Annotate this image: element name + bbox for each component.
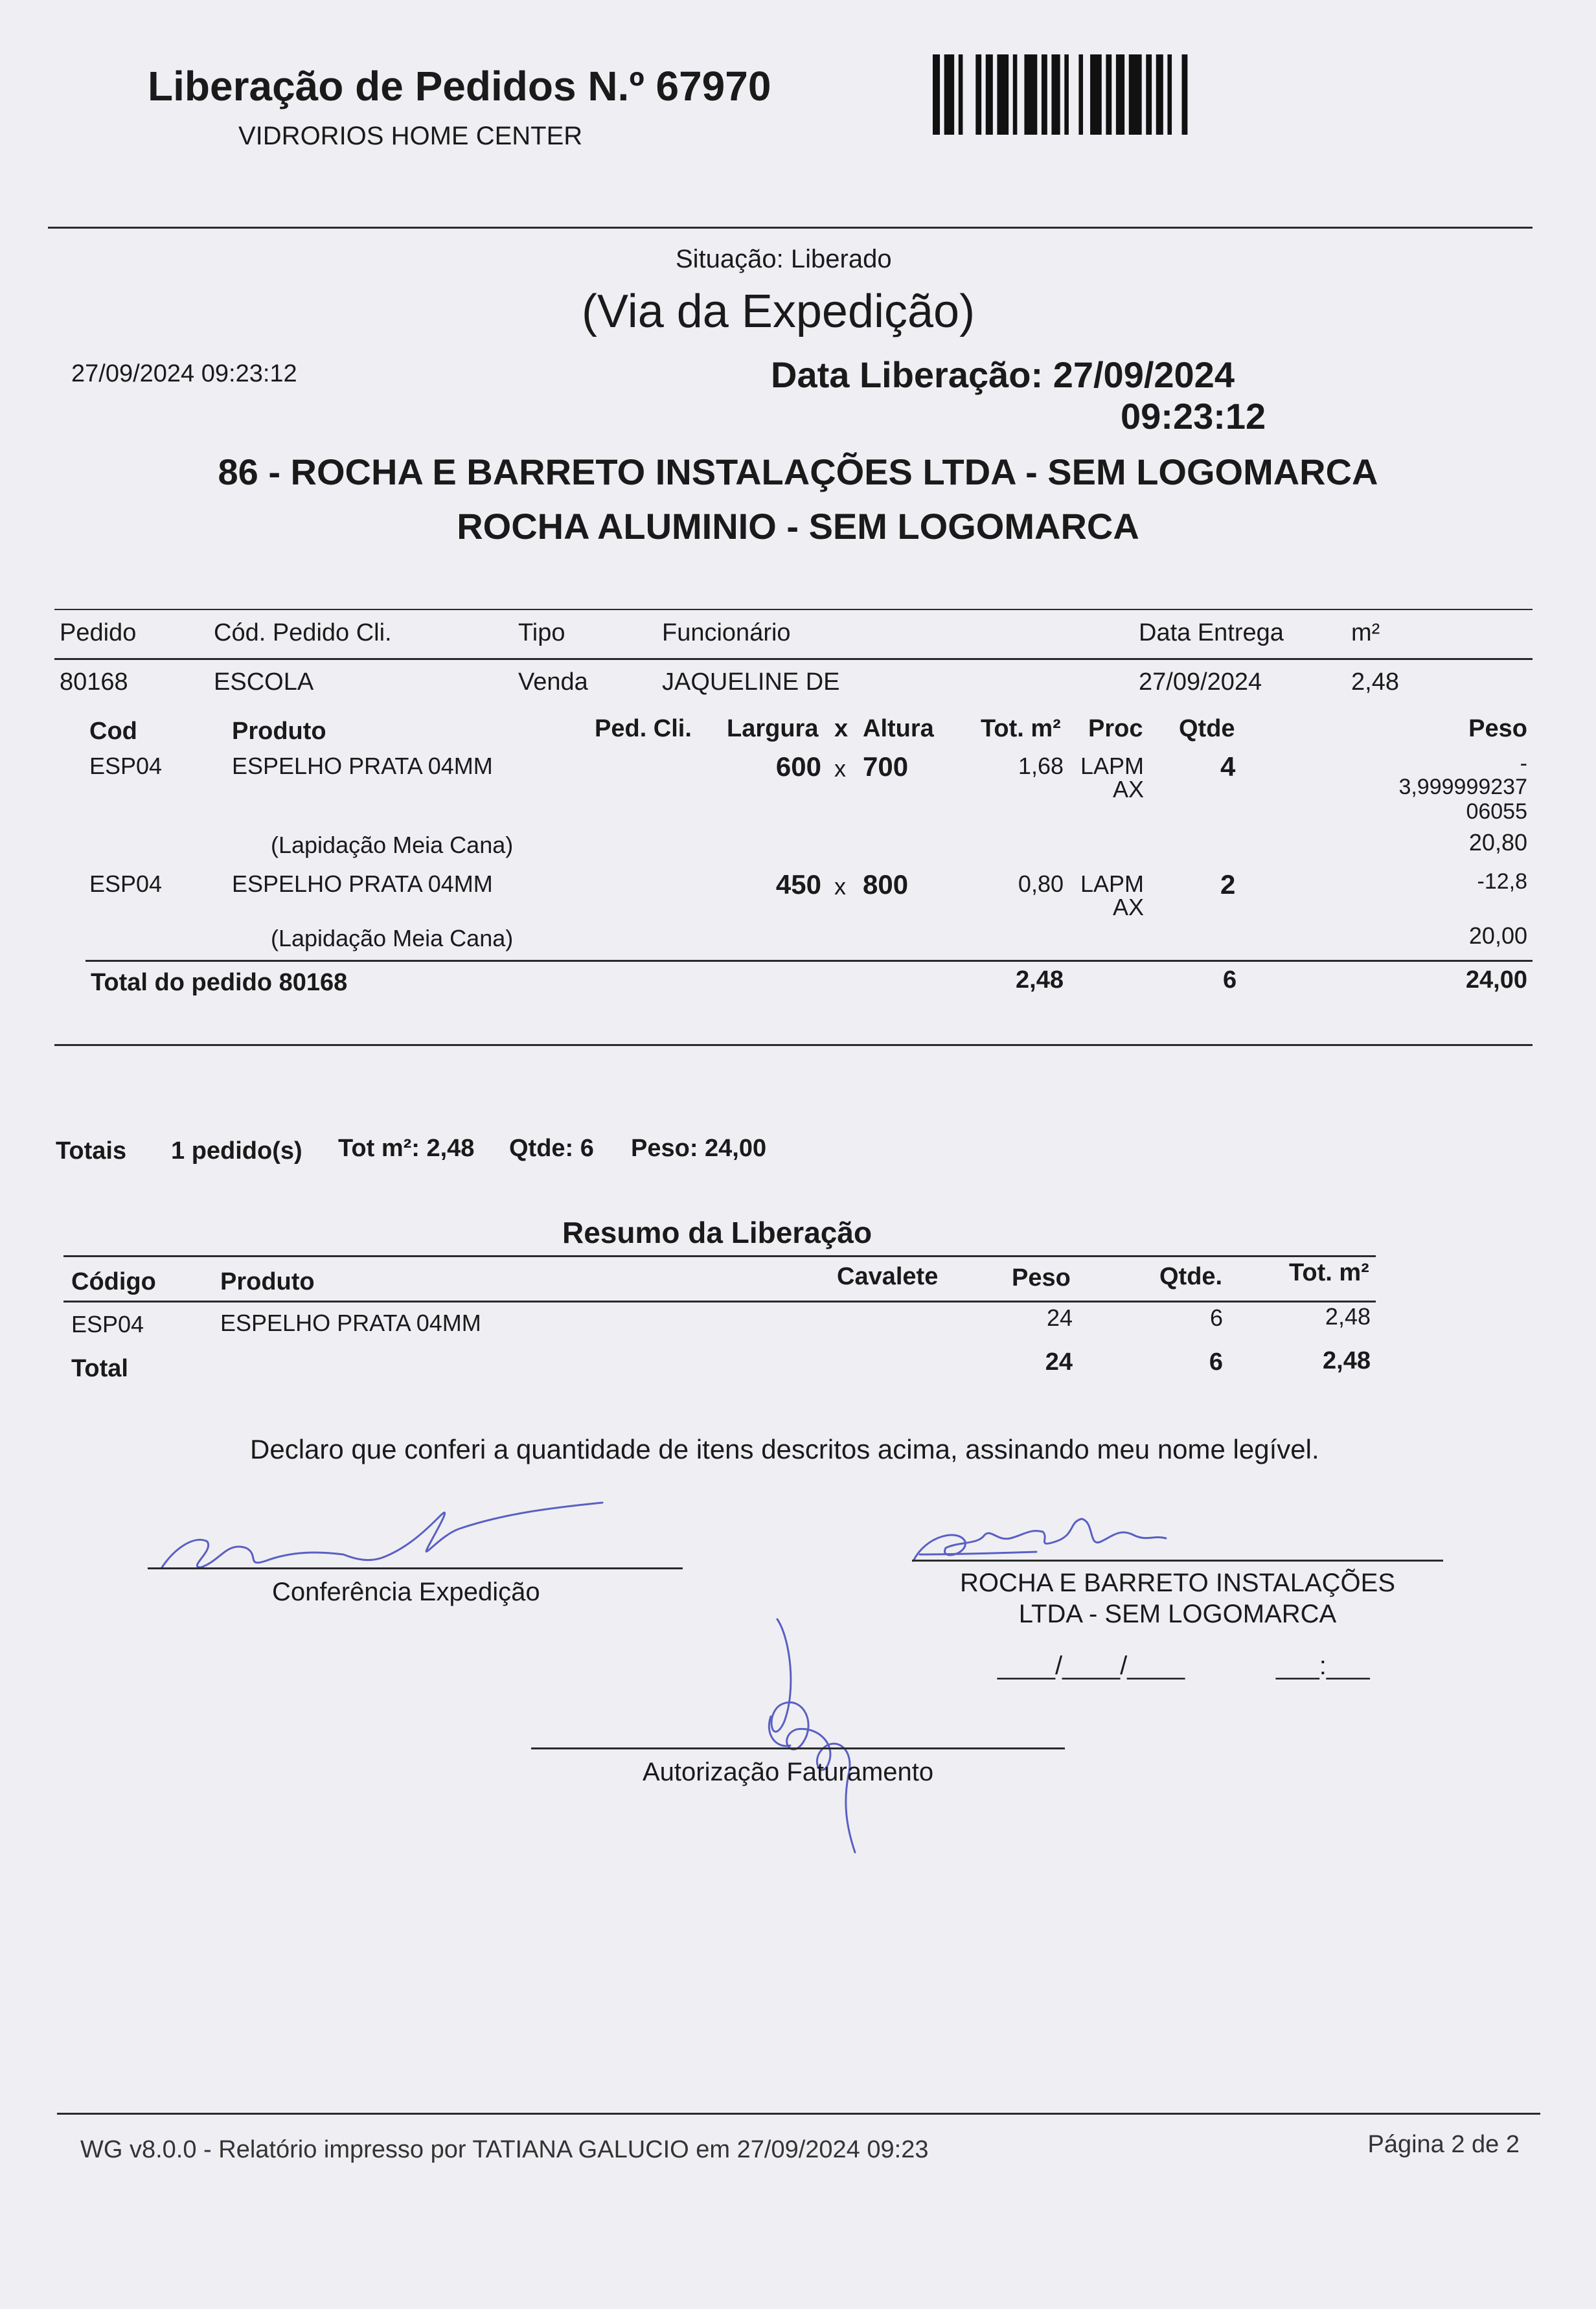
item-tot-m2: 0,80 bbox=[1018, 870, 1064, 897]
client-brand: ROCHA ALUMINIO - SEM LOGOMARCA bbox=[457, 506, 1139, 547]
order-total-line bbox=[86, 960, 1533, 962]
summary-col-tot-m2: Tot. m² bbox=[1289, 1259, 1369, 1286]
order-total-qtde: 6 bbox=[1223, 966, 1237, 994]
item-x: x bbox=[834, 873, 846, 900]
item-peso-2: 3,999999237 bbox=[1398, 775, 1527, 799]
summary-header-line bbox=[63, 1301, 1376, 1302]
order-m2: 2,48 bbox=[1351, 668, 1399, 696]
barcode-bar bbox=[959, 54, 963, 135]
barcode-bar bbox=[933, 54, 940, 135]
items-col-altura: Altura bbox=[863, 715, 934, 742]
col-funcionario: Funcionário bbox=[662, 619, 791, 646]
item-peso-3: 06055 bbox=[1466, 799, 1527, 824]
summary-col-peso: Peso bbox=[1012, 1264, 1071, 1291]
item-qtde: 4 bbox=[1220, 751, 1236, 782]
items-col-x: x bbox=[834, 715, 849, 742]
col-pedido: Pedido bbox=[60, 619, 137, 646]
col-cod-pedido-cli: Cód. Pedido Cli. bbox=[214, 619, 392, 646]
summary-peso: 24 bbox=[1046, 1304, 1073, 1331]
item-proc-1: LAPM bbox=[1080, 870, 1145, 897]
totals-tot-m2: Tot m²: 2,48 bbox=[338, 1135, 475, 1162]
item-produto: ESPELHO PRATA 04MM bbox=[232, 753, 493, 779]
summary-produto: ESPELHO PRATA 04MM bbox=[220, 1310, 481, 1336]
order-pedido: 80168 bbox=[60, 668, 128, 696]
item-tot-m2: 1,68 bbox=[1018, 753, 1064, 779]
summary-top-line bbox=[63, 1255, 1376, 1257]
item-obs: (Lapidação Meia Cana) bbox=[271, 832, 514, 858]
barcode-bar bbox=[944, 54, 954, 135]
totals-pedidos: 1 pedido(s) bbox=[171, 1137, 302, 1165]
item-cod: ESP04 bbox=[89, 870, 163, 897]
situacao-label: Situação: Liberado bbox=[676, 245, 892, 273]
barcode-bar bbox=[1013, 54, 1018, 135]
client-signature-icon bbox=[907, 1509, 1179, 1574]
item-cod: ESP04 bbox=[89, 753, 163, 779]
date-blank: ____/____/____ bbox=[998, 1652, 1185, 1680]
footer-page-number: Página 2 de 2 bbox=[1367, 2131, 1520, 2158]
barcode-bar bbox=[1024, 54, 1037, 135]
barcode bbox=[933, 54, 1192, 135]
item-peso-1: - bbox=[1520, 751, 1527, 776]
barcode-bar bbox=[1146, 54, 1152, 135]
barcode-bar bbox=[1064, 54, 1069, 135]
summary-total-qtde: 6 bbox=[1209, 1348, 1223, 1376]
item-proc-1: LAPM bbox=[1080, 753, 1145, 779]
summary-codigo: ESP04 bbox=[71, 1311, 144, 1337]
company-name: VIDRORIOS HOME CENTER bbox=[238, 122, 583, 150]
declaration-text: Declaro que conferi a quantidade de itens descritos acima, assinando meu nome legível. bbox=[250, 1434, 1319, 1464]
item-qtde: 2 bbox=[1220, 869, 1236, 900]
items-col-proc: Proc bbox=[1088, 715, 1143, 742]
item-altura: 800 bbox=[863, 869, 909, 900]
summary-tot-m2: 2,48 bbox=[1325, 1303, 1371, 1330]
items-col-produto: Produto bbox=[232, 718, 326, 745]
autorizacao-label: Autorização Faturamento bbox=[643, 1758, 934, 1786]
item-largura: 450 bbox=[775, 869, 821, 900]
header-divider bbox=[48, 227, 1533, 229]
barcode-bar bbox=[1116, 54, 1124, 135]
summary-total-label: Total bbox=[71, 1355, 128, 1382]
order-table-header-line bbox=[54, 658, 1533, 660]
barcode-bar bbox=[1090, 54, 1102, 135]
conferencia-signature-line bbox=[148, 1567, 683, 1569]
time-blank: ___:___ bbox=[1276, 1652, 1370, 1680]
item-peso-1: -12,8 bbox=[1477, 869, 1527, 894]
barcode-bar bbox=[1167, 54, 1172, 135]
col-m2: m² bbox=[1351, 619, 1380, 646]
summary-total-peso: 24 bbox=[1045, 1348, 1073, 1376]
barcode-bar bbox=[1042, 54, 1047, 135]
items-col-qtde: Qtde bbox=[1179, 715, 1235, 742]
item-proc-2: AX bbox=[1113, 894, 1145, 920]
print-datetime: 27/09/2024 09:23:12 bbox=[71, 360, 297, 387]
item-obs-peso: 20,80 bbox=[1468, 829, 1527, 856]
document-title: Liberação de Pedidos N.º 67970 bbox=[148, 63, 771, 109]
totals-peso: Peso: 24,00 bbox=[631, 1135, 767, 1162]
totals-qtde: Qtde: 6 bbox=[509, 1135, 594, 1162]
autorizacao-signature-icon bbox=[738, 1613, 894, 1859]
order-total-m2: 2,48 bbox=[1016, 966, 1064, 994]
order-cod-pedido-cli: ESCOLA bbox=[214, 668, 314, 696]
order-data-entrega: 27/09/2024 bbox=[1139, 668, 1262, 696]
autorizacao-signature-line bbox=[531, 1747, 1065, 1749]
barcode-bar bbox=[1156, 54, 1163, 135]
conferencia-label: Conferência Expedição bbox=[272, 1578, 540, 1606]
order-tipo: Venda bbox=[518, 668, 588, 696]
item-x: x bbox=[834, 755, 846, 782]
barcode-bar bbox=[997, 54, 1009, 135]
barcode-bar bbox=[975, 54, 981, 135]
barcode-bar bbox=[1129, 54, 1142, 135]
client-signature-name-2: LTDA - SEM LOGOMARCA bbox=[1018, 1600, 1337, 1628]
barcode-bar bbox=[1078, 54, 1083, 135]
items-col-cod: Cod bbox=[89, 718, 137, 745]
item-obs-peso: 20,00 bbox=[1468, 922, 1527, 949]
summary-total-tot-m2: 2,48 bbox=[1323, 1347, 1371, 1374]
col-tipo: Tipo bbox=[518, 619, 565, 646]
item-proc-2: AX bbox=[1113, 776, 1145, 802]
data-liberacao: Data Liberação: 27/09/2024 bbox=[771, 354, 1235, 395]
barcode-bar bbox=[986, 54, 993, 135]
summary-col-cavalete: Cavalete bbox=[837, 1263, 939, 1290]
item-altura: 700 bbox=[863, 751, 909, 782]
order-total-peso: 24,00 bbox=[1465, 966, 1527, 994]
items-col-ped-cli: Ped. Cli. bbox=[595, 715, 692, 742]
order-table-top-line bbox=[54, 609, 1533, 610]
barcode-bar bbox=[1106, 54, 1112, 135]
totals-label: Totais bbox=[56, 1137, 127, 1165]
barcode-bar bbox=[1182, 54, 1188, 135]
item-largura: 600 bbox=[775, 751, 821, 782]
barcode-bar bbox=[1051, 54, 1060, 135]
via-label: (Via da Expedição) bbox=[582, 286, 975, 337]
items-col-tot-m2: Tot. m² bbox=[981, 715, 1061, 742]
hora-liberacao: 09:23:12 bbox=[1121, 396, 1266, 437]
summary-title: Resumo da Liberação bbox=[562, 1216, 872, 1249]
order-funcionario: JAQUELINE DE bbox=[662, 668, 840, 696]
col-data-entrega: Data Entrega bbox=[1139, 619, 1284, 646]
summary-col-qtde: Qtde. bbox=[1159, 1263, 1223, 1290]
item-obs: (Lapidação Meia Cana) bbox=[271, 925, 514, 951]
items-col-largura: Largura bbox=[727, 715, 819, 742]
summary-qtde: 6 bbox=[1209, 1304, 1223, 1331]
items-col-peso: Peso bbox=[1468, 715, 1527, 742]
client-name: 86 - ROCHA E BARRETO INSTALAÇÕES LTDA - SEM LOGOMARCA bbox=[218, 451, 1378, 492]
client-signature-line bbox=[912, 1560, 1443, 1562]
client-signature-name-1: ROCHA E BARRETO INSTALAÇÕES bbox=[959, 1569, 1395, 1597]
footer-report: WG v8.0.0 - Relatório impresso por TATIANA GALUCIO em 27/09/2024 09:23 bbox=[80, 2136, 929, 2163]
summary-col-produto: Produto bbox=[220, 1268, 315, 1295]
footer-divider bbox=[57, 2113, 1540, 2115]
summary-col-codigo: Código bbox=[71, 1268, 156, 1295]
order-section-end-line bbox=[54, 1044, 1533, 1046]
order-total-label: Total do pedido 80168 bbox=[91, 969, 348, 996]
conferencia-signature-icon bbox=[149, 1490, 615, 1580]
item-produto: ESPELHO PRATA 04MM bbox=[232, 870, 493, 897]
